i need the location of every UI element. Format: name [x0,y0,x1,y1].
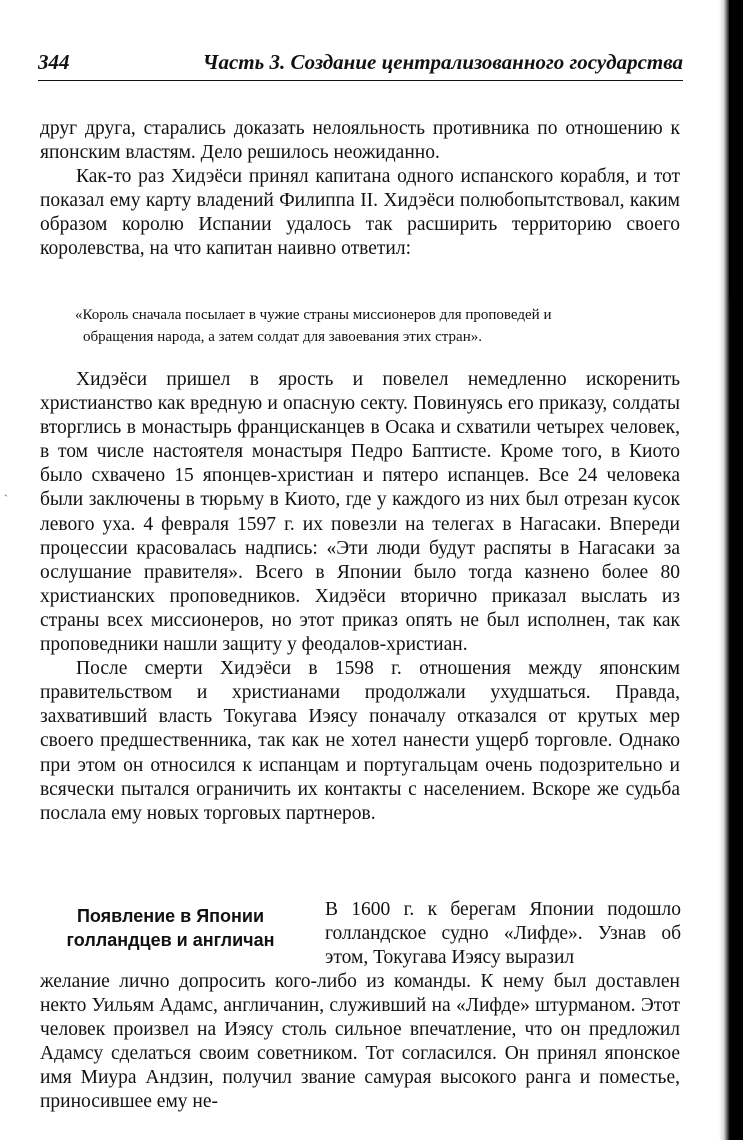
quote-line-1: «Король сначала посылает в чужие страны миссионеров для проповедей и [75,307,552,323]
text-block-top [40,117,680,262]
section-heading-line-2: голландцев и англичан [66,930,275,950]
text-block-middle [40,368,680,826]
quote-line-2: обращения народа, а затем солдат для завоевания этих стран». [83,329,482,345]
paragraph-4: После смерти Хидэёси в 1598 г. отношения между японским правительством и христианами продолжали ухудшаться. Правда, захвативший власть Токугава Иэясу поначалу отказался от крутых мер своего предшественника, так как не хотел нанести ущерб торговле. Однако при этом он относился к испанцам и португальцам очень подозрительно и всячески пытался ограничить их контакты с населением. Вскоре же судьба послала ему новых торговых партнеров. [40,658,680,824]
page-number: 344 [38,50,70,74]
page-header [38,48,683,81]
paragraph-5-continued: желание лично допросить кого-либо из команды. К нему был доставлен некто Уильям Адамс, англичанин, служивший на «Лифде» штурманом. Этот человек произвел на Иэясу столь сильное впечатление, что он предложил Адамсу сделаться своим советником. Тот согласился. Он принял японское имя Миура Андзин, получил звание самурая высокого ранга и поместье, приносившее ему не- [40,971,680,1113]
section-heading-line-1: Появление в Японии [76,906,265,926]
paragraph-2: Как-то раз Хидэёси принял капитана одного испанского корабля, и тот показал ему карту владений Филиппа II. Хидэёси полюбопытствовал, каким образом королю Испании удалось так расширить территорию своего королевства, на что капитан наивно ответил: [40,166,680,260]
scan-edge-shadow-top [729,0,743,300]
margin-mark: ` [4,492,8,506]
paragraph-1: друг друга, старались доказать нелояльность противника по отношению к японским властям. Дело решилось неожиданно. [40,118,680,164]
running-head: Часть 3. Создание централизованного государства [202,50,683,74]
paragraph-3: Хидэёси пришел в ярость и повелел немедленно искоренить христианство как вредную и опасную секту. Повинуясь его приказу, солдаты вторглись в монастырь францисканцев в Осака и схватили четырех человек, в том числе настоятеля монастыря Педро Баптисте. Кроме того, в Киото было схвачено 15 японцев-христиан и пятеро испанцев. Все 24 человека были заключены в тюрьму в Киото, где у каждого из них был отрезан кусок левого уха. 4 февраля 1597 г. их повезли на телегах в Нагасаки. Впереди процессии красовалась надпись: «Эти люди будут распяты в Нагасаки за ослушание правителя». Всего в Японии было тогда казнено более 80 христианских проповедников. Хидэёси вторично приказал выслать из страны всех миссионеров, но этот приказ опять не был исполнен, так как проповедники нашли защиту у феодалов-христиан. [40,369,680,656]
section-heading [38,904,303,952]
block-quote [75,304,675,348]
text-block-bottom [40,970,680,1115]
paragraph-5-start: В 1600 г. к берегам Японии подошло голландское судно «Лифде». Узнав об этом, Токугава Иэясу выразил [325,899,681,969]
